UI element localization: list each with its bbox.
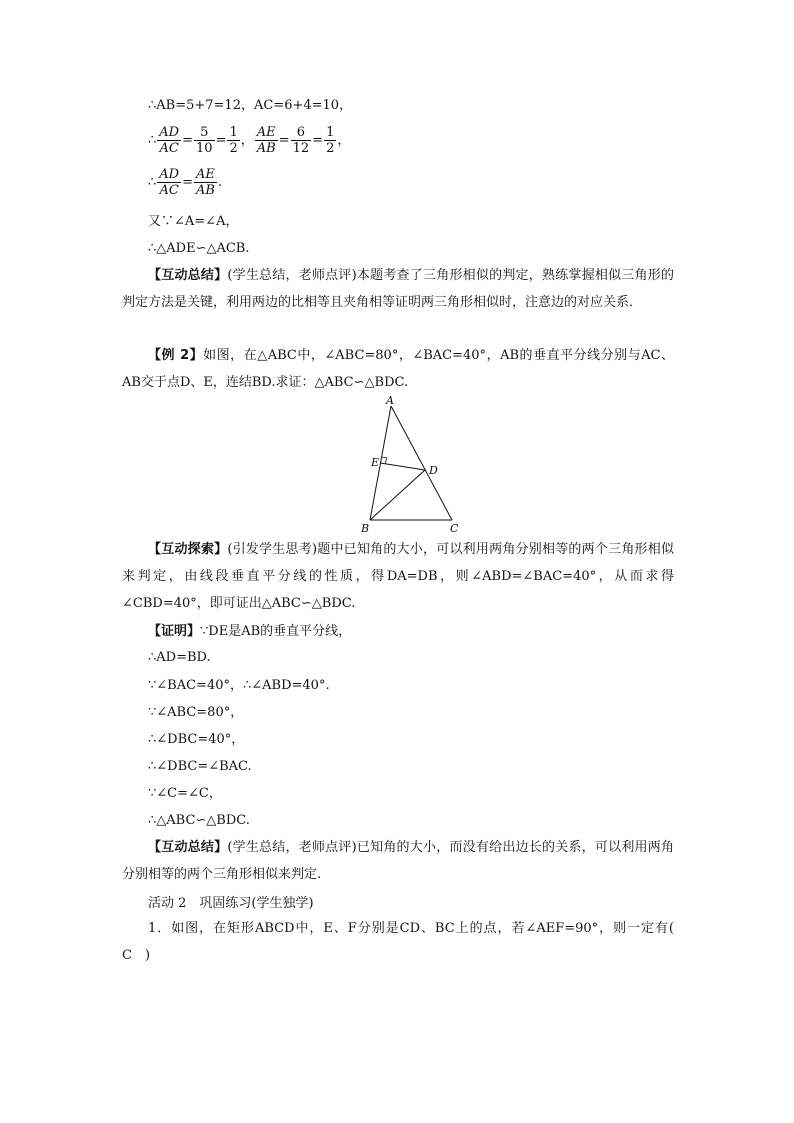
interactive-exploration [122,536,674,617]
fraction-ad-ac: $\frac{AD}{AC}$ [159,125,180,156]
label-b: B [361,522,370,534]
proof-step: ∵∠BAC=40°，∴∠ABD=40°. [148,678,330,693]
fraction-1-2-b: $\frac{1}{2}$ [326,125,335,156]
question-text: 1．如图，在矩形ABCD中，E、F分别是CD、BC上的点，若∠AEF=90°，则一定有( C ) [122,921,688,963]
question-1 [122,915,688,969]
example-text: 如图，在△ABC中，∠ABC=80°，∠BAC=40°，AB的垂直平分线分别与AC、AB交于点D、E，连结BD.求证：△ABC∽△BDC. [122,348,674,390]
equation-line-2: ∴ $\frac{AD}{AC}$ = $\frac{5}{10}$ = $\frac{1}{2}$ ， $\frac{AE}{AB}$ = $\frac{6}{12}$ = $\frac{1}{2}$ ， [148,125,351,156]
summary-tag: 【互动总结】 [148,840,228,855]
segment-ac [391,406,452,520]
equation-line-4: 又∵∠A=∠A， [148,214,239,229]
interactive-summary-2 [122,834,674,888]
label-e: E [371,456,380,469]
proof-step: ∵∠ABC=80°， [148,705,244,720]
label-d: D [429,464,438,477]
proof-step: ∴∠DBC=40°， [148,732,245,747]
equation-text: ∴AB=5+7=12，AC=6+4=10， [148,98,353,113]
proof-step: ∴∠DBC=∠BAC. [148,759,252,774]
therefore-symbol: ∴ [148,133,157,148]
summary-text: (学生总结，老师点评)本题考查了三角形相似的判定，熟练掌握相似三角形的判定方法是关键，利用两边的比相等且夹角相等证明两三角形相似时，注意边的对应关系． [122,268,674,310]
fraction-5-10: $\frac{5}{10}$ [196,125,213,156]
fraction-ae-ab: $\frac{AE}{AB}$ [256,125,276,156]
proof-tag: 【证明】 [148,624,201,639]
equation-line-5: ∴△ADE∽△ACB. [148,241,250,256]
summary-tag: 【互动总结】 [148,268,228,283]
summary-text: (学生总结，老师点评)已知角的大小，而没有给出边长的关系，可以利用两角分别相等的两个三角形相似来判定. [122,840,674,882]
proof-header [148,622,351,642]
equation-line-3: ∴ $\frac{AD}{AC}$ = $\frac{AE}{AB}$ . [148,167,223,198]
segment-de [380,463,425,470]
example-tag: 【例 2】 [148,348,204,363]
therefore-symbol: ∴ [148,175,157,190]
proof-step: ∵∠C=∠C， [148,786,222,801]
equation-line-1 [148,96,352,116]
fraction-ae-ab: $\frac{AE}{AB}$ [196,167,215,198]
explore-tag: 【互动探索】 [148,542,228,557]
fraction-1-2: $\frac{1}{2}$ [229,125,238,156]
example-2 [122,342,674,396]
label-c: C [450,522,459,534]
interactive-summary-1 [122,262,674,316]
fraction-ad-ac: $\frac{AD}{AC}$ [159,167,180,198]
triangle-diagram [358,396,468,534]
triangle-figure [358,396,468,538]
proof-first-line: ∵DE是AB的垂直平分线， [200,624,352,639]
explore-text: (引发学生思考)题中已知角的大小，可以利用两角分别相等的两个三角形相似来判定，由线段垂直平分线的性质，得DA=DB，则∠ABD=∠BAC=40°，从而求得∠CBD=40°，即可证出△ABC∽△BDC. [122,542,674,611]
proof-step: ∴△ABC∽△BDC. [148,813,250,828]
fraction-6-12: $\frac{6}{12}$ [292,125,310,156]
label-a: A [386,396,394,407]
proof-step: ∴AD=BD. [148,650,211,665]
activity-title: 活动 2 巩固练习(学生独学) [148,896,314,911]
